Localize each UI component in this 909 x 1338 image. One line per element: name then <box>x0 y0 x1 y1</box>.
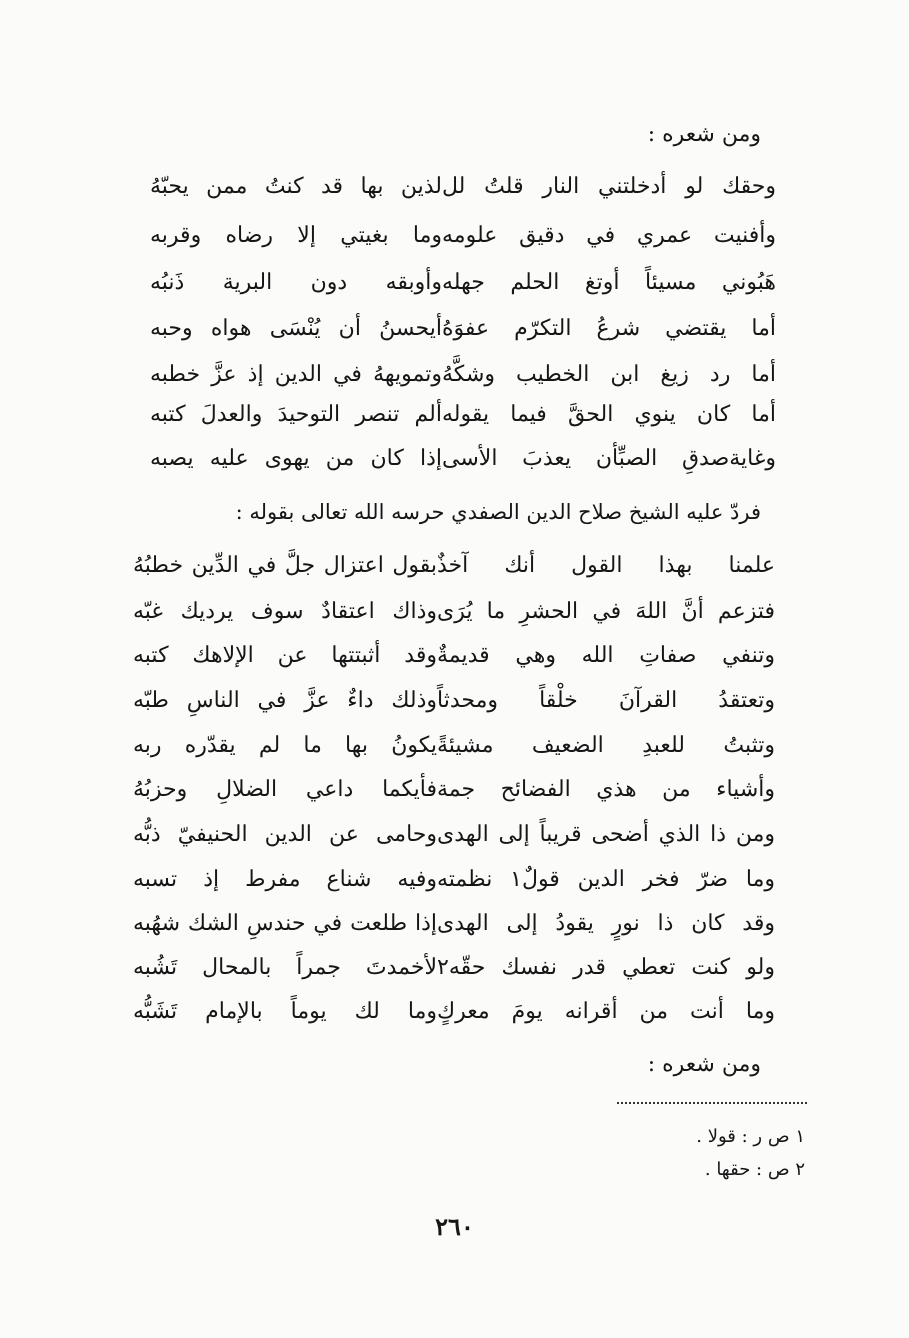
verse-second-hemistich: يكونُ بها ما لم يقدّره ربه <box>133 733 437 758</box>
verse-first-hemistich: فتزعم أنَّ اللهَ في الحشرِ ما يُرَى <box>437 599 775 624</box>
verse-second-hemistich: وحامى عن الدين الحنيفيّ ذبُّه <box>133 822 437 847</box>
verse-second-hemistich: وما لك يوماً بالإمام تَشَبُّه <box>133 999 437 1024</box>
poem-verse <box>150 223 776 248</box>
verse-first-hemistich: هَبُوني مسيئاً أوتغ الحلم جهله <box>442 270 776 295</box>
poem-verse <box>133 911 775 936</box>
poem-verse <box>133 643 775 668</box>
verse-second-hemistich: وأوبقه دون البرية ذَنبُه <box>150 270 442 295</box>
poem-verse <box>133 822 775 847</box>
verse-first-hemistich: أما كان ينوي الحقَّ فيما يقوله <box>442 402 776 427</box>
verse-second-hemistich: ألم تنصر التوحيدَ والعدلَ كتبه <box>150 402 442 427</box>
verse-second-hemistich: وذلك داءٌ عزَّ في الناسِ طبّه <box>133 688 437 713</box>
verse-second-hemistich: فأيكما داعي الضلالِ وحزبُهُ <box>133 777 437 802</box>
poem-verse <box>133 688 775 713</box>
verse-second-hemistich: وقد أثبتتها عن الإلاهك كتبه <box>133 643 437 668</box>
verse-first-hemistich: وتعتقدُ القرآنَ خلْقاً ومحدثاً <box>437 688 775 713</box>
footnote-separator <box>617 1102 807 1104</box>
verse-second-hemistich: وما بغيتي إلا رضاه وقربه <box>150 223 442 248</box>
verse-first-hemistich: وأشياء من هذي الفضائح جمة <box>437 777 775 802</box>
verse-first-hemistich: وأفنيت عمري في دقيق علومه <box>442 223 776 248</box>
section-heading: ومن شعره : <box>647 1052 761 1077</box>
poem-verse <box>150 316 776 341</box>
verse-first-hemistich: وغايةصدقِ الصبِّأن يعذبَ الأسى <box>442 446 776 471</box>
verse-first-hemistich: وتثبتُ للعبدِ الضعيف مشيئةً <box>437 733 775 758</box>
poem-verse <box>133 777 775 802</box>
poem-verse <box>133 733 775 758</box>
verse-first-hemistich: أما يقتضي شرعُ التكرّم عفوَهُ <box>442 316 776 341</box>
verse-first-hemistich: وقد كان ذا نورٍ يقودُ إلى الهدى <box>437 911 775 936</box>
verse-second-hemistich: إذا كان من يهوى عليه يصبه <box>150 446 442 471</box>
poem-verse <box>133 867 775 892</box>
footnote: ٢ ص : حقها . <box>704 1159 805 1180</box>
section-heading: ومن شعره : <box>647 122 761 147</box>
verse-first-hemistich: وحقك لو أدخلتني النار قلتُ لل <box>442 174 776 199</box>
poem-verse <box>133 955 775 980</box>
poem-verse <box>150 174 776 199</box>
poem-verse <box>133 553 775 578</box>
verse-first-hemistich: علمنا بهذا القول أنك آخذٌ <box>437 553 775 578</box>
verse-second-hemistich: وفيه شناع مفرط إذ تسبه <box>133 867 437 892</box>
poem-verse <box>150 402 776 427</box>
intro-paragraph: فردّ عليه الشيخ صلاح الدين الصفدي حرسه الله تعالى بقوله : <box>235 500 761 524</box>
verse-second-hemistich: بقول اعتزال جلَّ في الدِّين خطبُهُ <box>133 553 437 578</box>
poem-verse <box>133 599 775 624</box>
verse-second-hemistich: إذا طلعت في حندسِ الشك شهُبه <box>133 911 437 936</box>
verse-first-hemistich: وما أنت من أقرانه يومَ معركٍ <box>437 999 775 1024</box>
poem-verse <box>150 270 776 295</box>
footnote: ١ ص ر : قولا . <box>696 1126 805 1147</box>
verse-second-hemistich: وتمويههُ في الدين إذ عزَّ خطبه <box>150 362 442 387</box>
verse-second-hemistich: لذين بها قد كنتُ ممن يحبّهُ <box>150 174 442 199</box>
verse-first-hemistich: ولو كنت تعطي قدر نفسك حقّه٢ <box>437 955 775 980</box>
verse-second-hemistich: وذاك اعتقادٌ سوف يرديك غبّه <box>133 599 437 624</box>
verse-first-hemistich: ومن ذا الذي أضحى قريباً إلى الهدى <box>437 822 775 847</box>
page-number: ٢٦٠ <box>435 1212 474 1241</box>
verse-second-hemistich: لأخمدتَ جمراً بالمحال تَشُبه <box>133 955 437 980</box>
poem-verse <box>150 362 776 387</box>
verse-first-hemistich: أما رد زيغ ابن الخطيب وشكَّهُ <box>442 362 776 387</box>
verse-second-hemistich: أيحسنُ أن يُنْسَى هواه وحبه <box>150 316 442 341</box>
poem-verse <box>133 999 775 1024</box>
verse-first-hemistich: وما ضرّ فخر الدين قولٌ١ نظمته <box>437 867 775 892</box>
verse-first-hemistich: وتنفي صفاتِ الله وهي قديمةٌ <box>437 643 775 668</box>
poem-verse <box>150 446 776 471</box>
